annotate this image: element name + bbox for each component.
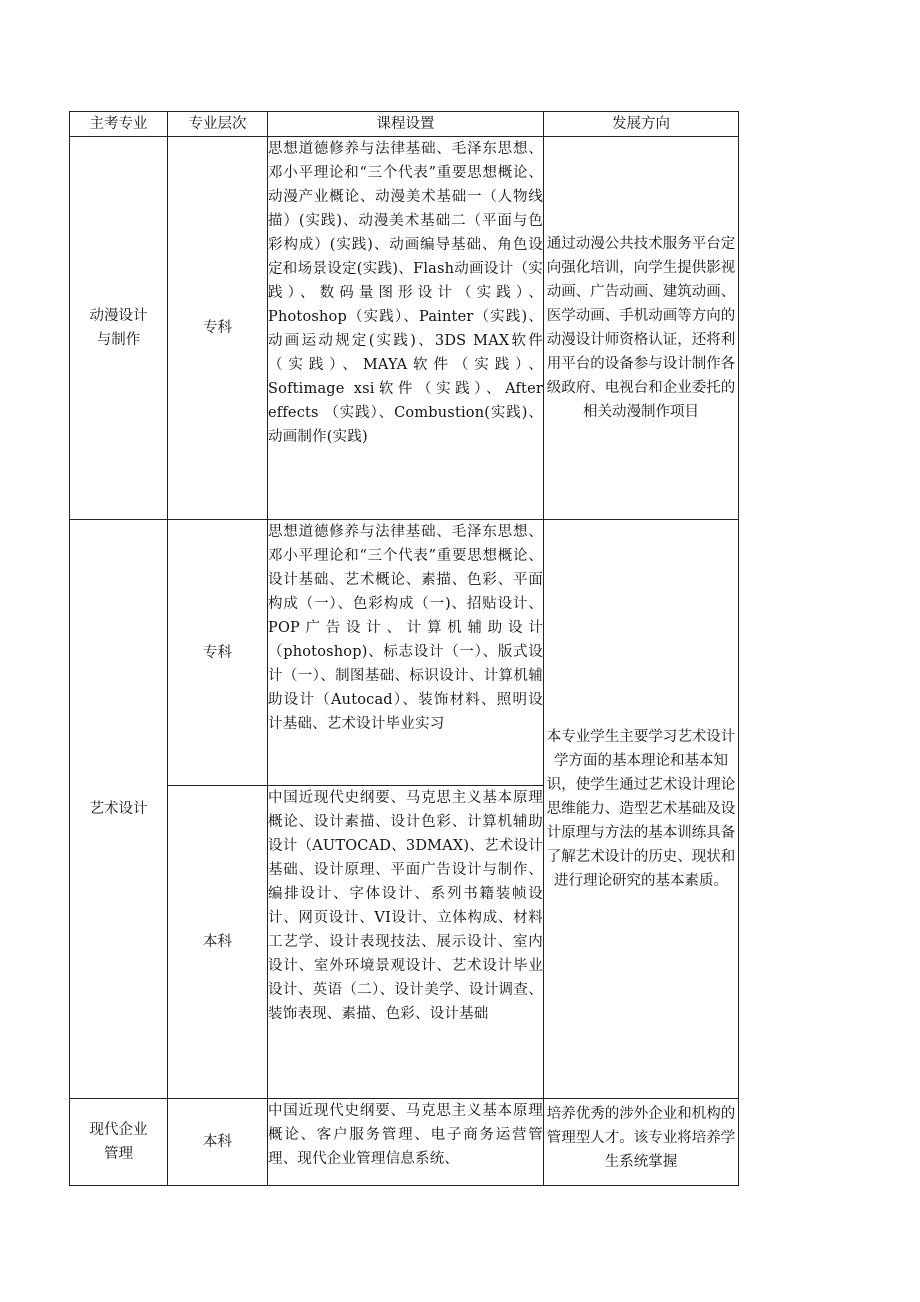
courses-cell: 中国近现代史纲要、马克思主义基本原理概论、设计素描、设计色彩、计算机辅助设计（AUTOCAD、3DMAX)、艺术设计基础、设计原理、平面广告设计与制作、编排设计、字体设计、系列书籍装帧设计、网页设计、VI设计、立体构成、材料工艺学、设计表现技法、展示设计、室内设计、室外环境景观设计、艺术设计毕业设计、英语（二）、设计美学、设计调查、装饰表现、素描、色彩、设计基础 (268, 786, 544, 1099)
courses-cell: 思想道德修养与法律基础、毛泽东思想、邓小平理论和“三个代表”重要思想概论、设计基础、艺术概论、素描、色彩、平面构成（一）、色彩构成（一)、招贴设计、POP广告设计、计算机辅助设计（photoshop)、标志设计（一）、版式设计（一）、制图基础、标识设计、计算机辅助设计（Autocad）、装饰材料、照明设计基础、艺术设计毕业实习 (268, 520, 544, 786)
major-cell (70, 137, 168, 520)
direction-cell: 通过动漫公共技术服务平台定向强化培训，向学生提供影视动画、广告动画、建筑动画、医学动画、手机动画等方向的动漫设计师资格认证，还将利用平台的设备参与设计制作各级政府、电视台和企业委托的相关动漫制作项目 (544, 137, 739, 520)
courses-cell: 中国近现代史纲要、马克思主义基本原理概论、客户服务管理、电子商务运营管理、现代企业管理信息系统、 (268, 1099, 544, 1186)
major-cell: 艺术设计 (70, 520, 168, 1099)
level-cell: 本科 (168, 786, 268, 1099)
major-name-line: 管理 (104, 1146, 133, 1162)
major-name-line: 动漫设计 (89, 308, 148, 324)
major-name-line: 现代企业 (89, 1122, 148, 1138)
table-row-enterprise (70, 1099, 739, 1186)
courses-cell: 思想道德修养与法律基础、毛泽东思想、邓小平理论和“三个代表”重要思想概论、动漫产业概论、动漫美术基础一（人物线描）(实践)、动漫美术基础二（平面与色彩构成）(实践)、动画编导基础、角色设定和场景设定(实践)、Flash动画设计（实践）、数码量图形设计（实践）、Photoshop（实践）、Painter（实践)、动画运动规定(实践)、3DS MAX软件（实践）、MAYA软件（实践）、Softimage xsi软件（实践）、After effects （实践）、Combustion(实践)、动画制作(实践) (268, 137, 544, 520)
level-cell: 专科 (168, 137, 268, 520)
level-cell: 专科 (168, 520, 268, 786)
direction-cell: 本专业学生主要学习艺术设计学方面的基本理论和基本知识，使学生通过艺术设计理论思维能力、造型艺术基础及设计原理与方法的基本训练具备了解艺术设计的历史、现状和进行理论研究的基本素质。 (544, 520, 739, 1099)
direction-cell: 培养优秀的涉外企业和机构的管理型人才。该专业将培养学生系统掌握 (544, 1099, 739, 1186)
major-name-line: 与制作 (96, 332, 141, 348)
table-row-animation (70, 137, 739, 520)
curriculum-table (69, 111, 739, 1186)
header-row (70, 112, 739, 137)
table-row-art-junior (70, 520, 739, 786)
header-level: 专业层次 (168, 112, 268, 137)
major-cell (70, 1099, 168, 1186)
header-direction: 发展方向 (544, 112, 739, 137)
header-courses: 课程设置 (268, 112, 544, 137)
level-cell: 本科 (168, 1099, 268, 1186)
header-major: 主考专业 (70, 112, 168, 137)
